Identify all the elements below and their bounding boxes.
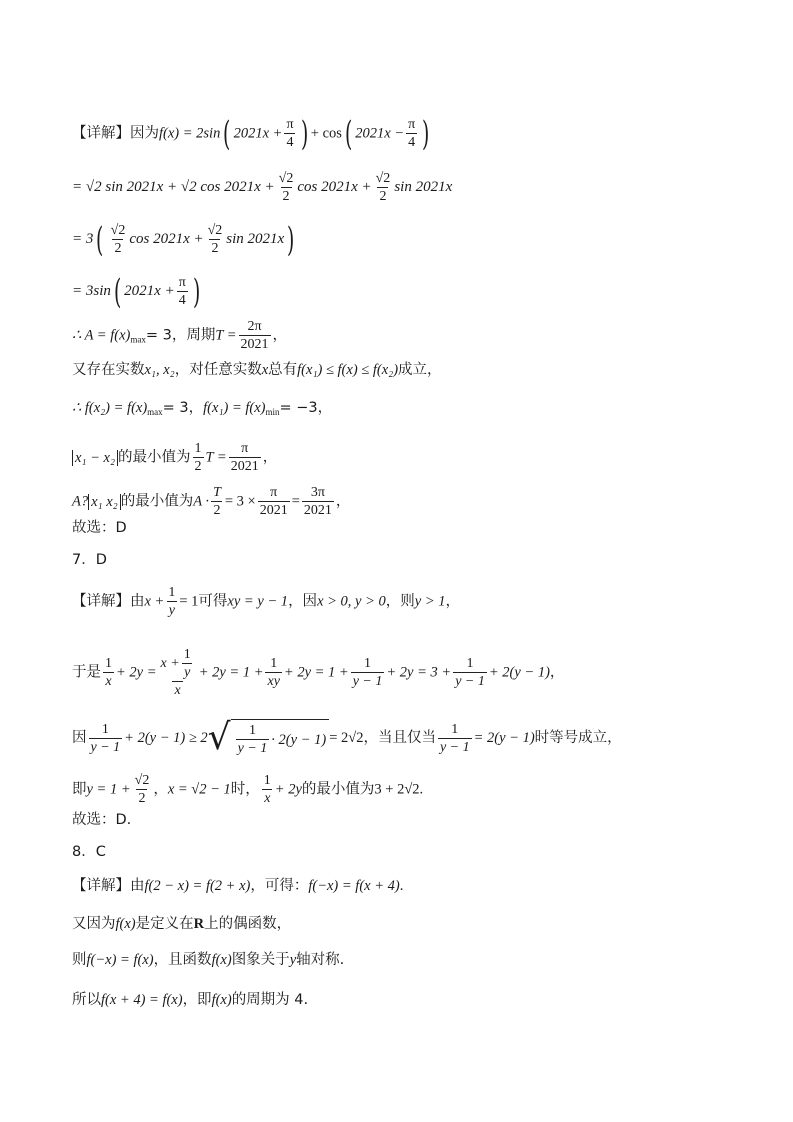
q7-line-4: 即y = 1 + $\frac{√2}{2}$ ，x = √2 − 1时， $\frac{1}{x}$ + 2y的最小值为3 + 2√2. — [72, 773, 424, 806]
q8-line-4: 所以f(x + 4) = f(x)，即f(x)的周期为 4. — [72, 992, 309, 1008]
solution-line-5: ∴ $A = f(x)_{max}= 3$，周期T = $\frac{2\pi}{2021}$ ， — [72, 319, 288, 352]
q7-line-2: 于是 $\frac{1}{x}$ + 2y = x + $\frac{1}{y}$ x + 2y = 1 + $\frac{1}{xy}$ + 2y = 1 + $\frac{1}{y - 1}$ + 2y = 3 + $\frac{1}{y - 1}$ + 2(y − 1)， — [72, 647, 565, 698]
solution-line-8: x₁ − x₂ 的最小值为 $\frac{1}{2}$ T = $\frac{\pi}{2021}$ ， — [72, 440, 277, 475]
solution-line-1: 【详解】因为f(x) = 2sin( 2021x + $\frac{\pi}{4}$ ) + cos( 2021x − $\frac{\pi}{4}$ ) — [72, 113, 430, 154]
solution-line-7: ∴ $f(x_2) = f(x)_{max}= 3$，$f(x_1) = f(x)_{min}= -3$， — [72, 400, 333, 417]
solution-line-6: 又存在实数x₁, x₂，对任意实数x总有f(x₁) ≤ f(x) ≤ f(x₂)成立， — [72, 362, 442, 378]
q8-line-3: 则f(−x) = f(x)，且函数f(x)图象关于y轴对称. — [72, 952, 345, 968]
question-7-heading: 7．D — [72, 552, 107, 568]
detail-label: 【详解】因为 — [72, 125, 159, 142]
solution-line-9: A? x₁ x₂ 的最小值为A · $\frac{T}{2}$ = 3 × $\frac{\pi}{2021}$ = $\frac{3\pi}{2021}$ ， — [72, 485, 351, 518]
q8-line-1: 【详解】由f(2 − x) = f(2 + x)，可得：f(−x) = f(x + 4). — [72, 878, 404, 894]
question-8-heading: 8．C — [72, 844, 106, 860]
answer-line-6: 故选：D — [72, 520, 127, 536]
solution-line-3: = 3( $\frac{√2}{2}$ cos 2021x + $\frac{√2}{2}$ sin 2021x) — [72, 219, 295, 260]
solution-line-4: = 3sin( 2021x + $\frac{\pi}{4}$ ) — [72, 271, 201, 312]
q8-line-2: 又因为f(x)是定义在R上的偶函数， — [72, 916, 292, 932]
q7-line-1: 【详解】由x + $\frac{1}{y}$ = 1可得xy = y − 1，因x > 0, y > 0，则y > 1， — [72, 585, 460, 618]
solution-line-2: = √2 sin 2021x + √2 cos 2021x + $\frac{√2}{2}$ cos 2021x + $\frac{√2}{2}$ sin 2021x — [72, 171, 453, 204]
q7-line-3: 因 $\frac{1}{y - 1}$ + 2(y − 1) ≥ 2 √ $\frac{1}{y - 1}$ · 2(y − 1) = 2√2，当且仅当 $\frac{1}{y - 1}$ = 2(y − 1)时等号成立， — [72, 717, 622, 758]
answer-line-7: 故选：D. — [72, 812, 132, 828]
